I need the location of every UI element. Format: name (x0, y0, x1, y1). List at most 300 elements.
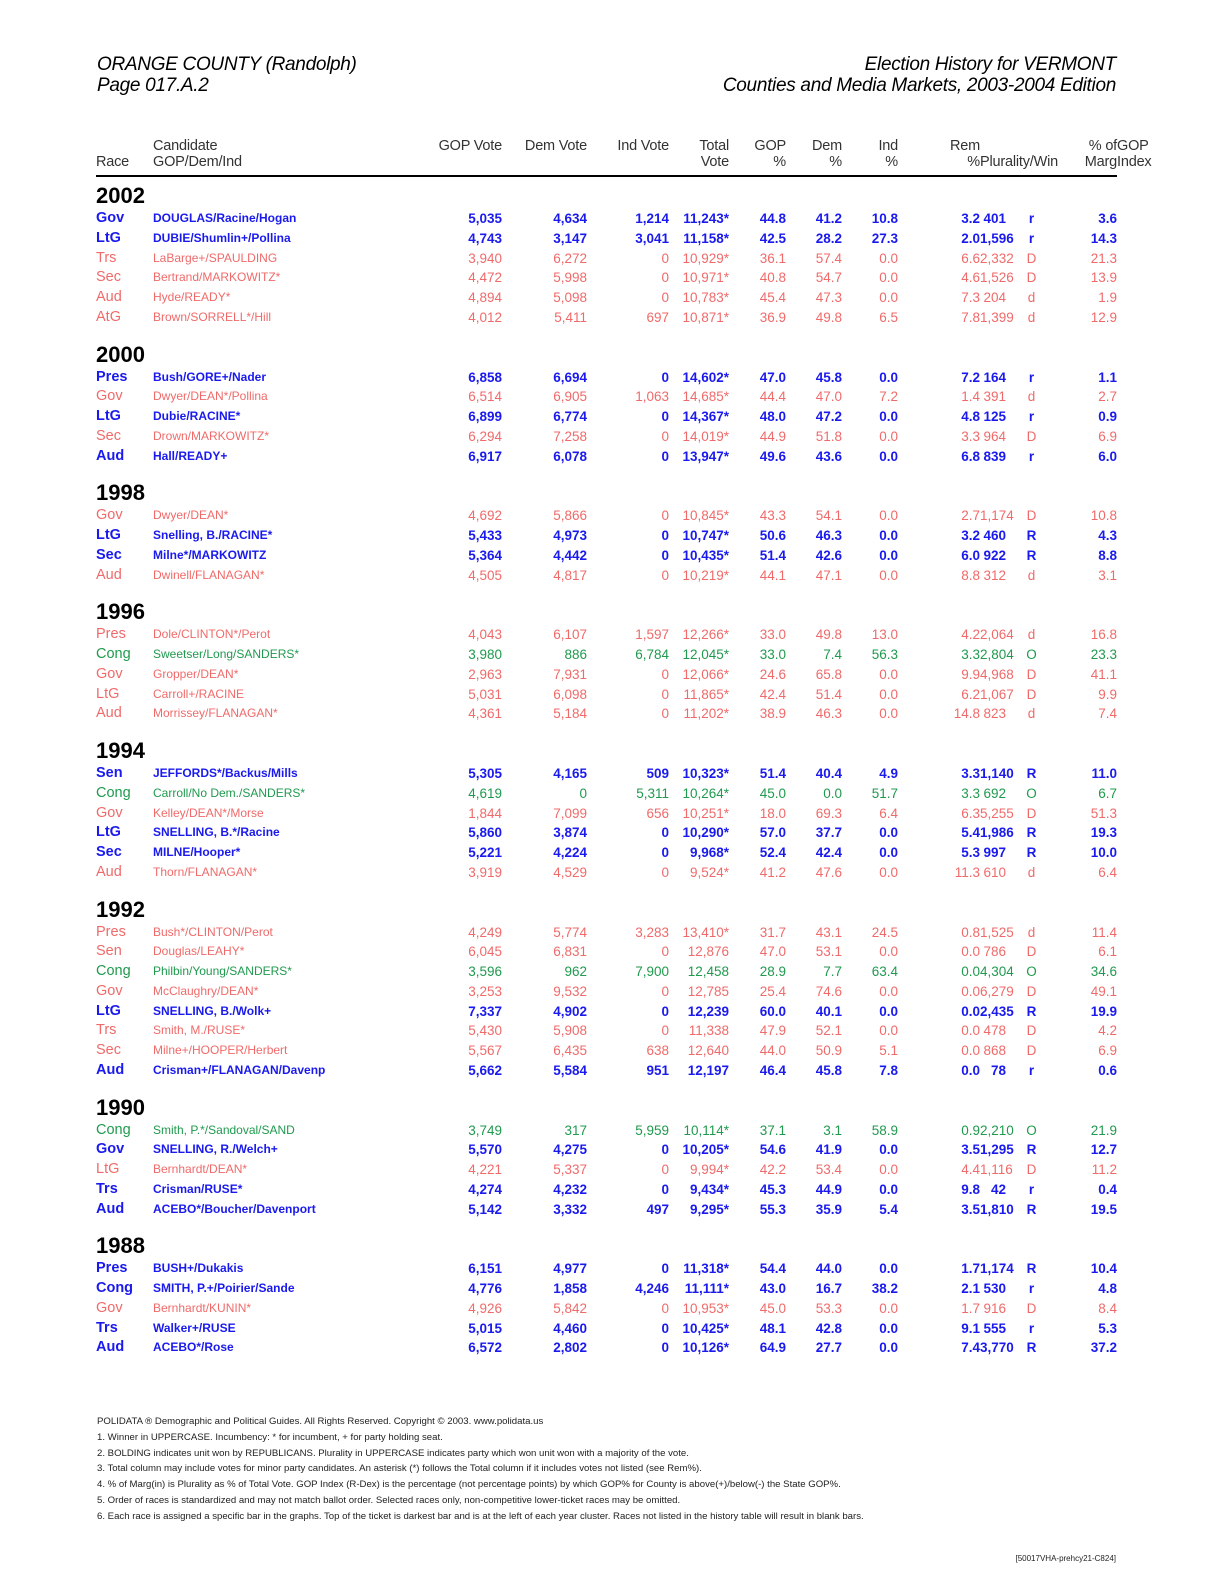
winner-party-cell: R (1026, 1142, 1037, 1158)
dem-vote-cell: 4,224 (553, 845, 587, 860)
race-cell: LtG (96, 527, 121, 543)
col-pct-marg: % of Marg (1084, 138, 1118, 170)
total-vote-cell: 12,066* (682, 666, 729, 682)
spacer-cell (359, 268, 417, 288)
ind-pct-cell: 0.0 (879, 547, 898, 563)
ind-vote-cell: 0 (661, 448, 669, 464)
total-vote-cell: 10,435* (682, 547, 729, 563)
ind-pct-cell: 0.0 (879, 528, 898, 543)
gop-vote-cell: 6,899 (468, 409, 502, 424)
ind-pct-cell: 0.0 (879, 1340, 898, 1356)
dem-vote-cell: 5,411 (554, 309, 587, 325)
gop-pct-cell: 36.1 (759, 250, 786, 266)
gop-pct-cell: 40.8 (759, 270, 786, 286)
winner-party-cell: D (1026, 666, 1037, 682)
winner-party-cell: d (1027, 389, 1036, 405)
rem-pct-cell: 3.2 (961, 528, 980, 543)
race-cell: Gov (96, 388, 123, 405)
spacer-cell (359, 1299, 417, 1319)
gop-pct-cell: 51.4 (759, 547, 786, 563)
winner-party-cell: r (1028, 409, 1035, 424)
ind-pct-cell: 10.8 (871, 211, 898, 226)
gop-vote-cell: 7,337 (468, 1003, 502, 1019)
winner-party-cell: O (1026, 785, 1037, 801)
dem-pct-cell: 44.0 (815, 1261, 842, 1277)
gop-pct-cell: 44.8 (759, 211, 786, 226)
total-vote-cell: 12,640 (687, 1043, 729, 1058)
footnote: 2. BOLDING indicates unit won by REPUBLICANS. Plurality in UPPERCASE indicates party which won unit won with a majority of the vote. (97, 1447, 689, 1459)
winner-party-cell: d (1027, 290, 1036, 305)
ind-pct-cell: 6.5 (879, 309, 898, 325)
race-row (96, 1160, 1117, 1180)
spacer-cell (359, 209, 417, 229)
dem-pct-cell: 37.7 (815, 825, 842, 841)
ind-vote-cell: 0 (661, 1300, 669, 1316)
dem-vote-cell: 5,866 (553, 508, 587, 524)
gop-vote-cell: 5,430 (468, 1023, 502, 1039)
plurality-cell: 692 (983, 785, 1006, 801)
candidate-cell: Dwyer/DEAN*/Pollina (153, 389, 268, 404)
dem-pct-cell: 47.2 (815, 409, 842, 424)
spacer-cell (359, 843, 417, 863)
candidate-cell: Smith, M./RUSE* (153, 1023, 246, 1038)
dem-vote-cell: 4,165 (553, 766, 587, 781)
plurality-cell: 312 (983, 567, 1006, 583)
race-row (96, 923, 1117, 943)
margin-pct-cell: 19.9 (1090, 1003, 1118, 1019)
ind-vote-cell: 0 (661, 428, 669, 444)
year-label: 1990 (96, 1094, 145, 1120)
year-header-row (96, 724, 1117, 764)
winner-party-cell: O (1026, 647, 1037, 662)
margin-pct-cell: 6.4 (1098, 864, 1118, 880)
margin-pct-cell: 3.1 (1098, 567, 1118, 583)
total-vote-cell: 11,318* (683, 1261, 729, 1277)
ind-vote-cell: 0 (661, 290, 669, 305)
total-vote-cell: 9,994* (689, 1162, 729, 1177)
margin-pct-cell: 14.3 (1090, 230, 1118, 246)
year-header-row (96, 1219, 1117, 1259)
ind-vote-cell: 0 (661, 944, 669, 960)
total-vote-cell: 11,243* (683, 211, 729, 226)
dem-pct-cell: 49.8 (815, 627, 842, 643)
rem-pct-cell: 1.7 (961, 1300, 980, 1316)
total-vote-cell: 9,524* (689, 864, 729, 880)
col-ind-vote: Ind Vote (617, 138, 669, 154)
gop-vote-cell: 5,035 (468, 211, 502, 226)
race-cell: Sen (96, 765, 123, 781)
spacer-cell (359, 1140, 417, 1160)
race-row (96, 368, 1117, 388)
race-row (96, 1041, 1117, 1061)
gop-vote-cell: 5,567 (468, 1043, 502, 1058)
gop-pct-cell: 42.5 (759, 230, 786, 246)
rem-pct-cell: 7.2 (961, 369, 980, 385)
margin-pct-cell: 51.3 (1090, 805, 1118, 821)
total-vote-cell: 10,323* (682, 766, 729, 781)
candidate-cell: ACEBO*/Rose (153, 1340, 234, 1355)
gop-vote-cell: 4,926 (468, 1300, 502, 1316)
dem-pct-cell: 54.7 (815, 270, 842, 286)
winner-party-cell: d (1027, 864, 1036, 880)
race-row (96, 843, 1117, 863)
col-total-vote: Total Vote (699, 138, 729, 170)
race-row (96, 1180, 1117, 1200)
gop-pct-cell: 18.0 (759, 805, 786, 821)
gop-pct-cell: 47.0 (759, 369, 786, 385)
ind-pct-cell: 27.3 (871, 230, 898, 246)
spacer-cell (359, 229, 417, 249)
total-vote-cell: 12,785 (687, 983, 729, 999)
dem-vote-cell: 3,332 (553, 1201, 587, 1217)
race-row (96, 1121, 1117, 1141)
winner-party-cell: D (1026, 508, 1037, 524)
race-row (96, 1140, 1117, 1160)
rem-pct-cell: 3.5 (961, 1201, 980, 1217)
margin-pct-cell: 12.7 (1090, 1142, 1118, 1158)
margin-pct-cell: 11.2 (1091, 1162, 1118, 1177)
plurality-cell: 4,968 (980, 666, 1014, 682)
ind-pct-cell: 0.0 (879, 845, 898, 860)
ind-pct-cell: 0.0 (879, 428, 898, 444)
gop-vote-cell: 4,472 (468, 270, 502, 286)
race-row (96, 288, 1117, 308)
race-row (96, 1259, 1117, 1279)
ind-vote-cell: 638 (646, 1043, 669, 1058)
gop-vote-cell: 3,940 (468, 250, 502, 266)
dem-pct-cell: 47.3 (815, 290, 842, 305)
candidate-cell: DOUGLAS/Racine/Hogan (153, 211, 297, 225)
dem-vote-cell: 6,107 (553, 627, 587, 643)
winner-party-cell: D (1026, 944, 1037, 960)
candidate-cell: Kelley/DEAN*/Morse (153, 805, 264, 820)
document-code: [50017VHA-prehcy21-C824] (1015, 1554, 1116, 1563)
race-row (96, 427, 1117, 447)
dem-pct-cell: 28.2 (815, 230, 842, 246)
ind-vote-cell: 0 (661, 983, 669, 999)
margin-pct-cell: 1.9 (1098, 290, 1118, 305)
margin-pct-cell: 11.4 (1091, 924, 1118, 940)
plurality-cell: 1,399 (980, 309, 1014, 325)
ind-pct-cell: 0.0 (879, 944, 898, 960)
race-cell: Cong (96, 784, 131, 801)
winner-party-cell: R (1026, 528, 1037, 543)
ind-pct-cell: 0.0 (879, 1320, 898, 1336)
total-vote-cell: 10,264* (682, 785, 729, 801)
ind-pct-cell: 0.0 (879, 983, 898, 999)
gop-pct-cell: 33.0 (759, 627, 786, 643)
spacer-cell (359, 764, 417, 784)
page-number: Page 017.A.2 (97, 75, 209, 96)
dem-vote-cell: 4,275 (553, 1142, 587, 1158)
dem-vote-cell: 5,908 (553, 1023, 587, 1039)
margin-pct-cell: 5.3 (1098, 1320, 1118, 1336)
gop-vote-cell: 6,514 (468, 389, 502, 405)
plurality-cell: 164 (983, 369, 1006, 385)
ind-pct-cell: 0.0 (879, 864, 898, 880)
race-cell: Gov (96, 1299, 123, 1316)
rem-pct-cell: 0.0 (961, 1043, 980, 1058)
gop-pct-cell: 25.4 (759, 983, 786, 999)
race-row (96, 249, 1117, 269)
ind-vote-cell: 0 (661, 528, 669, 543)
margin-pct-cell: 21.3 (1090, 250, 1118, 266)
gop-pct-cell: 52.4 (759, 845, 786, 860)
ind-pct-cell: 0.0 (879, 1023, 898, 1039)
race-cell: LtG (96, 1002, 121, 1019)
race-row (96, 823, 1117, 843)
col-gop-pct: GOP % (754, 138, 786, 170)
winner-party-cell: D (1026, 1023, 1037, 1039)
ind-vote-cell: 0 (661, 409, 669, 424)
year-header-row (96, 585, 1117, 625)
dem-pct-cell: 35.9 (815, 1201, 842, 1217)
total-vote-cell: 10,929* (682, 250, 729, 266)
race-row (96, 704, 1117, 724)
gop-vote-cell: 3,596 (468, 964, 502, 979)
total-vote-cell: 12,266* (682, 627, 729, 643)
winner-party-cell: D (1026, 686, 1037, 702)
ind-vote-cell: 6,784 (635, 647, 669, 662)
race-cell: LtG (96, 229, 121, 246)
spacer-cell (359, 506, 417, 526)
rem-pct-cell: 6.0 (961, 547, 980, 563)
edition-title: Counties and Media Markets, 2003-2004 Edition (722, 75, 1116, 96)
gop-pct-cell: 28.9 (759, 964, 786, 979)
total-vote-cell: 10,425* (682, 1320, 729, 1336)
ind-pct-cell: 4.9 (879, 766, 898, 781)
rem-pct-cell: 0.0 (961, 1003, 980, 1019)
gop-vote-cell: 4,692 (468, 508, 502, 524)
rem-pct-cell: 1.7 (961, 1261, 980, 1277)
plurality-cell: 1,986 (980, 825, 1014, 841)
total-vote-cell: 13,947* (682, 448, 729, 464)
margin-pct-cell: 7.4 (1098, 706, 1118, 722)
dem-pct-cell: 45.8 (815, 1062, 842, 1078)
gop-pct-cell: 47.0 (759, 944, 786, 960)
spacer-cell (359, 427, 417, 447)
gop-vote-cell: 4,249 (468, 924, 502, 940)
dem-pct-cell: 47.6 (815, 864, 842, 880)
dem-vote-cell: 5,184 (553, 706, 587, 722)
year-header-row (96, 176, 1117, 209)
gop-vote-cell: 5,662 (468, 1062, 502, 1078)
rem-pct-cell: 0.0 (961, 964, 980, 979)
rem-pct-cell: 5.3 (961, 845, 980, 860)
winner-party-cell: R (1026, 1261, 1037, 1277)
candidate-cell: Carroll/No Dem./SANDERS* (153, 785, 306, 800)
race-cell: Aud (96, 1200, 125, 1217)
ind-pct-cell: 0.0 (879, 270, 898, 286)
race-row (96, 784, 1117, 804)
dem-vote-cell: 4,977 (553, 1261, 587, 1277)
race-row (96, 209, 1117, 229)
rem-pct-cell: 3.3 (961, 766, 980, 781)
gop-pct-cell: 47.9 (759, 1023, 786, 1039)
margin-pct-cell: 19.5 (1090, 1201, 1118, 1217)
race-row (96, 764, 1117, 784)
race-cell: Gov (96, 665, 123, 682)
ind-vote-cell: 497 (646, 1201, 669, 1217)
ind-vote-cell: 0 (661, 1003, 669, 1019)
margin-pct-cell: 6.1 (1098, 944, 1118, 960)
ind-pct-cell: 0.0 (879, 567, 898, 583)
plurality-cell: 1,174 (980, 508, 1014, 524)
gop-vote-cell: 6,151 (468, 1261, 502, 1277)
rem-pct-cell: 3.2 (961, 211, 980, 226)
plurality-cell: 1,526 (980, 270, 1014, 286)
spacer-cell (359, 566, 417, 586)
race-row (96, 566, 1117, 586)
dem-pct-cell: 42.6 (815, 547, 842, 563)
total-vote-cell: 10,953* (682, 1300, 729, 1316)
gop-vote-cell: 5,433 (468, 528, 502, 543)
dem-pct-cell: 16.7 (815, 1281, 842, 1296)
dem-vote-cell: 5,098 (553, 290, 587, 305)
dem-vote-cell: 4,529 (553, 864, 587, 880)
rem-pct-cell: 6.2 (961, 686, 980, 702)
ind-vote-cell: 0 (661, 1142, 669, 1158)
ind-pct-cell: 51.7 (871, 785, 898, 801)
dem-pct-cell: 41.2 (815, 211, 842, 226)
year-label: 1988 (96, 1233, 145, 1259)
spacer-cell (359, 407, 417, 427)
rem-pct-cell: 0.0 (961, 944, 980, 960)
spacer-cell (359, 1200, 417, 1220)
dem-pct-cell: 3.1 (823, 1122, 842, 1138)
margin-pct-cell: 6.7 (1098, 785, 1118, 801)
ind-vote-cell: 0 (661, 1023, 669, 1039)
publication-title: Election History for VERMONT (864, 54, 1116, 75)
candidate-cell: Sweetser/Long/SANDERS* (153, 647, 300, 661)
race-cell: Gov (96, 507, 123, 524)
race-cell: Aud (96, 863, 122, 880)
race-row (96, 804, 1117, 824)
rem-pct-cell: 4.4 (961, 1162, 980, 1177)
gop-vote-cell: 1,844 (468, 805, 502, 821)
rem-pct-cell: 0.9 (961, 1122, 980, 1138)
ind-pct-cell: 6.4 (879, 805, 898, 821)
rem-pct-cell: 0.0 (961, 983, 980, 999)
ind-vote-cell: 0 (661, 864, 669, 880)
candidate-cell: Dwinell/FLANAGAN* (153, 567, 265, 582)
candidate-cell: DUBIE/Shumlin+/Pollina (153, 230, 291, 245)
ind-pct-cell: 0.0 (879, 250, 898, 266)
gop-vote-cell: 4,012 (468, 309, 502, 325)
rem-pct-cell: 3.3 (961, 428, 980, 444)
ind-vote-cell: 0 (661, 547, 669, 563)
footnote: 4. % of Marg(in) is Plurality as % of Total Vote. GOP Index (R-Dex) is the percentage (not percentage points) by which GOP% for County is above(+)/below(-) the State GOP%. (97, 1479, 841, 1491)
dem-pct-cell: 47.1 (815, 567, 842, 583)
plurality-cell: 401 (983, 211, 1006, 226)
dem-pct-cell: 53.3 (815, 1300, 842, 1316)
total-vote-cell: 11,865* (683, 686, 729, 702)
rem-pct-cell: 4.8 (961, 409, 980, 424)
dem-pct-cell: 52.1 (815, 1023, 842, 1039)
ind-pct-cell: 0.0 (879, 1181, 898, 1197)
dem-vote-cell: 7,258 (553, 428, 587, 444)
gop-pct-cell: 51.4 (759, 766, 786, 781)
margin-pct-cell: 4.2 (1098, 1023, 1118, 1039)
gop-pct-cell: 38.9 (759, 706, 786, 722)
dem-pct-cell: 46.3 (815, 706, 842, 722)
candidate-cell: Crisman/RUSE* (153, 1181, 243, 1196)
candidate-cell: SNELLING, R./Welch+ (153, 1142, 278, 1157)
dem-pct-cell: 69.3 (815, 805, 842, 821)
dem-pct-cell: 42.4 (815, 845, 842, 860)
plurality-cell: 2,210 (980, 1122, 1014, 1138)
total-vote-cell: 12,197 (687, 1062, 729, 1078)
gop-pct-cell: 64.9 (759, 1340, 786, 1356)
plurality-cell: 964 (983, 428, 1006, 444)
col-plurality-win: Plurality/Win (980, 154, 1058, 170)
ind-vote-cell: 0 (661, 1181, 669, 1197)
winner-party-cell: r (1028, 230, 1035, 246)
plurality-cell: 4,304 (980, 964, 1014, 979)
ind-vote-cell: 0 (661, 666, 669, 682)
race-row (96, 447, 1117, 467)
winner-party-cell: D (1026, 805, 1037, 821)
spacer-cell (359, 249, 417, 269)
year-label: 2000 (96, 341, 145, 367)
plurality-cell: 839 (983, 448, 1006, 464)
total-vote-cell: 14,685* (682, 389, 729, 405)
gop-vote-cell: 4,776 (468, 1281, 502, 1296)
ind-vote-cell: 0 (661, 369, 669, 385)
dem-vote-cell: 6,774 (553, 409, 587, 424)
dem-vote-cell: 4,442 (553, 547, 587, 563)
race-cell: LtG (96, 408, 121, 424)
col-gop-vote: GOP Vote (438, 138, 502, 154)
gop-vote-cell: 4,619 (468, 785, 502, 801)
candidate-cell: Crisman+/FLANAGAN/Davenp (153, 1062, 326, 1077)
race-row (96, 1061, 1117, 1081)
gop-pct-cell: 54.6 (759, 1142, 786, 1158)
race-cell: Sec (96, 269, 121, 286)
total-vote-cell: 10,205* (682, 1142, 729, 1158)
ind-pct-cell: 0.0 (879, 1162, 898, 1177)
plurality-cell: 997 (983, 845, 1006, 860)
gop-pct-cell: 42.4 (759, 686, 786, 702)
margin-pct-cell: 16.8 (1090, 627, 1118, 643)
rem-pct-cell: 2.7 (961, 508, 980, 524)
candidate-cell: ACEBO*/Boucher/Davenport (153, 1201, 316, 1216)
ind-pct-cell: 0.0 (879, 1300, 898, 1316)
dem-vote-cell: 5,998 (553, 270, 587, 286)
gop-pct-cell: 50.6 (759, 528, 786, 543)
winner-party-cell: R (1026, 1201, 1037, 1217)
candidate-cell: SMITH, P.+/Poirier/Sande (153, 1281, 295, 1295)
plurality-cell: 922 (983, 547, 1006, 563)
rem-pct-cell: 4.2 (961, 627, 980, 643)
ind-vote-cell: 1,597 (635, 627, 669, 643)
race-row (96, 526, 1117, 546)
year-label: 1998 (96, 480, 145, 506)
margin-pct-cell: 9.9 (1098, 686, 1118, 702)
candidate-cell: BUSH+/Dukakis (153, 1261, 244, 1276)
ind-vote-cell: 0 (661, 270, 669, 286)
spacer-cell (359, 1279, 417, 1299)
spacer-cell (359, 1002, 417, 1022)
year-header-row (96, 328, 1117, 368)
race-cell: Aud (96, 1339, 125, 1356)
gop-pct-cell: 31.7 (759, 924, 786, 940)
spacer-cell (359, 823, 417, 843)
rem-pct-cell: 9.9 (961, 666, 980, 682)
footnote: 6. Each race is assigned a specific bar in the graphs. Top of the ticket is darkest bar and is at the left of each year cluster. Races not listed in the history table will result in blank bars. (97, 1510, 864, 1522)
spacer-cell (359, 942, 417, 962)
dem-vote-cell: 5,584 (553, 1062, 587, 1078)
